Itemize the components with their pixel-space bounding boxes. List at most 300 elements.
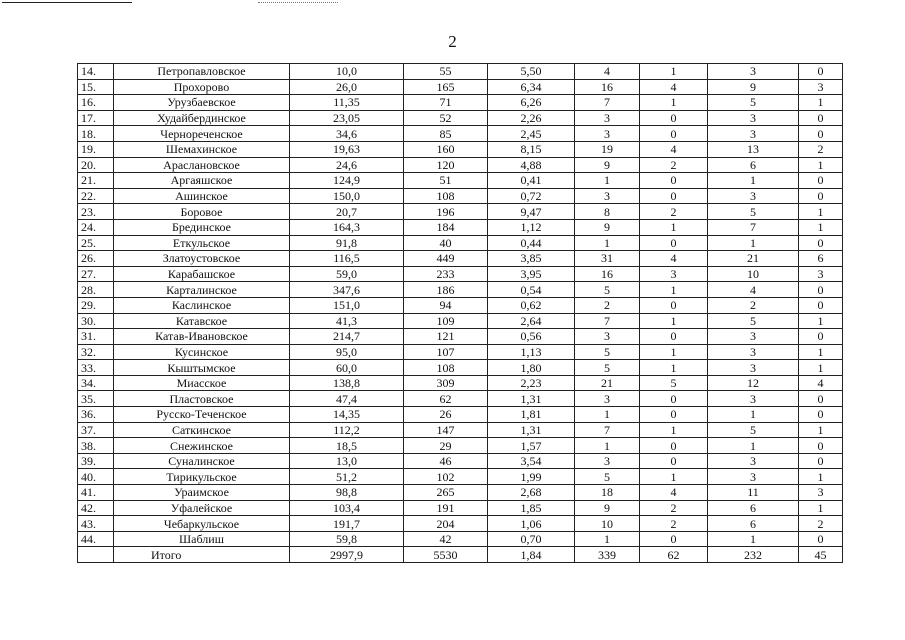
table-row	[78, 531, 843, 547]
value-col-3: 0,44	[488, 235, 575, 251]
settlement-name: Кусинское	[114, 344, 290, 360]
value-col-2: 71	[404, 95, 488, 111]
value-col-3: 0,72	[488, 188, 575, 204]
settlement-name: Боровое	[114, 204, 290, 220]
value-col-4: 18	[575, 485, 640, 501]
value-col-5: 1	[640, 422, 708, 438]
value-col-4: 9	[575, 500, 640, 516]
row-number: 44.	[78, 531, 114, 547]
row-number: 22.	[78, 188, 114, 204]
table-row	[78, 235, 843, 251]
table-row	[78, 64, 843, 80]
settlement-name: Еткульское	[114, 235, 290, 251]
row-number: 41.	[78, 485, 114, 501]
value-col-1: 60,0	[290, 360, 404, 376]
value-col-3: 0,54	[488, 282, 575, 298]
value-col-2: 109	[404, 313, 488, 329]
value-col-6: 1	[708, 407, 799, 423]
value-col-3: 1,31	[488, 391, 575, 407]
value-col-5: 1	[640, 282, 708, 298]
value-col-2: 55	[404, 64, 488, 80]
value-col-1: 112,2	[290, 422, 404, 438]
value-col-4: 31	[575, 251, 640, 267]
value-col-5: 4	[640, 141, 708, 157]
value-col-5: 4	[640, 251, 708, 267]
value-col-4: 339	[575, 547, 640, 563]
value-col-5: 1	[640, 95, 708, 111]
value-col-2: 233	[404, 266, 488, 282]
value-col-4: 3	[575, 453, 640, 469]
value-col-6: 3	[708, 64, 799, 80]
settlement-name: Катавское	[114, 313, 290, 329]
value-col-2: 165	[404, 79, 488, 95]
table-row	[78, 173, 843, 189]
value-col-5: 1	[640, 64, 708, 80]
value-col-6: 3	[708, 188, 799, 204]
settlement-name: Аргаяшское	[114, 173, 290, 189]
settlement-name: Катав-Ивановское	[114, 329, 290, 345]
value-col-1: 26,0	[290, 79, 404, 95]
value-col-6: 6	[708, 516, 799, 532]
value-col-3: 1,06	[488, 516, 575, 532]
settlement-name: Брединское	[114, 219, 290, 235]
value-col-6: 6	[708, 157, 799, 173]
row-number: 32.	[78, 344, 114, 360]
value-col-3: 4,88	[488, 157, 575, 173]
value-col-4: 1	[575, 531, 640, 547]
value-col-7: 0	[799, 407, 843, 423]
table-row	[78, 95, 843, 111]
settlement-name: Карабашское	[114, 266, 290, 282]
value-col-3: 1,85	[488, 500, 575, 516]
value-col-2: 102	[404, 469, 488, 485]
table-row	[78, 438, 843, 454]
value-col-1: 124,9	[290, 173, 404, 189]
value-col-2: 120	[404, 157, 488, 173]
value-col-4: 7	[575, 95, 640, 111]
row-number: 29.	[78, 297, 114, 313]
value-col-1: 138,8	[290, 375, 404, 391]
value-col-4: 1	[575, 235, 640, 251]
value-col-1: 151,0	[290, 297, 404, 313]
table-row	[78, 313, 843, 329]
value-col-7: 0	[799, 282, 843, 298]
value-col-7: 0	[799, 188, 843, 204]
value-col-1: 51,2	[290, 469, 404, 485]
value-col-6: 1	[708, 438, 799, 454]
value-col-2: 51	[404, 173, 488, 189]
value-col-7: 0	[799, 329, 843, 345]
value-col-7: 1	[799, 500, 843, 516]
value-col-4: 16	[575, 266, 640, 282]
settlement-name: Уфалейское	[114, 500, 290, 516]
value-col-3: 9,47	[488, 204, 575, 220]
value-col-6: 3	[708, 126, 799, 142]
value-col-6: 5	[708, 313, 799, 329]
value-col-2: 186	[404, 282, 488, 298]
value-col-5: 0	[640, 110, 708, 126]
value-col-3: 0,56	[488, 329, 575, 345]
settlement-name: Миасское	[114, 375, 290, 391]
row-number: 16.	[78, 95, 114, 111]
value-col-6: 3	[708, 344, 799, 360]
value-col-2: 62	[404, 391, 488, 407]
value-col-3: 1,80	[488, 360, 575, 376]
table-row	[78, 375, 843, 391]
row-number	[78, 547, 114, 563]
table-row	[78, 188, 843, 204]
value-col-6: 232	[708, 547, 799, 563]
value-col-7: 1	[799, 344, 843, 360]
value-col-6: 3	[708, 469, 799, 485]
settlement-name: Кыштымское	[114, 360, 290, 376]
settlement-name: Чебаркульское	[114, 516, 290, 532]
settlement-name: Саткинское	[114, 422, 290, 438]
value-col-3: 1,31	[488, 422, 575, 438]
value-col-5: 1	[640, 313, 708, 329]
row-number: 38.	[78, 438, 114, 454]
row-number: 14.	[78, 64, 114, 80]
value-col-2: 42	[404, 531, 488, 547]
value-col-5: 0	[640, 297, 708, 313]
value-col-2: 5530	[404, 547, 488, 563]
value-col-2: 108	[404, 360, 488, 376]
value-col-6: 13	[708, 141, 799, 157]
value-col-4: 8	[575, 204, 640, 220]
value-col-3: 6,26	[488, 95, 575, 111]
value-col-3: 2,26	[488, 110, 575, 126]
scan-top-rule-dotted	[258, 2, 338, 3]
value-col-7: 1	[799, 422, 843, 438]
table-row	[78, 266, 843, 282]
value-col-3: 2,68	[488, 485, 575, 501]
value-col-2: 121	[404, 329, 488, 345]
value-col-1: 59,0	[290, 266, 404, 282]
value-col-6: 3	[708, 360, 799, 376]
value-col-1: 116,5	[290, 251, 404, 267]
scan-top-rule	[2, 2, 132, 3]
value-col-4: 3	[575, 188, 640, 204]
value-col-4: 7	[575, 313, 640, 329]
settlement-name: Русско-Теченское	[114, 407, 290, 423]
value-col-2: 85	[404, 126, 488, 142]
value-col-3: 0,70	[488, 531, 575, 547]
settlement-name: Шемахинское	[114, 141, 290, 157]
value-col-5: 0	[640, 329, 708, 345]
value-col-5: 5	[640, 375, 708, 391]
value-col-7: 6	[799, 251, 843, 267]
settlement-name: Урузбаевское	[114, 95, 290, 111]
value-col-2: 265	[404, 485, 488, 501]
value-col-3: 3,54	[488, 453, 575, 469]
value-col-3: 1,84	[488, 547, 575, 563]
settlement-name: Петропавловское	[114, 64, 290, 80]
value-col-2: 107	[404, 344, 488, 360]
row-number: 35.	[78, 391, 114, 407]
row-number: 25.	[78, 235, 114, 251]
value-col-4: 1	[575, 438, 640, 454]
value-col-4: 3	[575, 126, 640, 142]
value-col-7: 1	[799, 360, 843, 376]
row-number: 20.	[78, 157, 114, 173]
value-col-6: 1	[708, 235, 799, 251]
table-row	[78, 500, 843, 516]
table-row	[78, 110, 843, 126]
value-col-1: 103,4	[290, 500, 404, 516]
value-col-4: 3	[575, 391, 640, 407]
table-row	[78, 141, 843, 157]
value-col-1: 47,4	[290, 391, 404, 407]
value-col-1: 11,35	[290, 95, 404, 111]
value-col-2: 46	[404, 453, 488, 469]
value-col-7: 0	[799, 531, 843, 547]
row-number: 42.	[78, 500, 114, 516]
settlement-name: Чернореченское	[114, 126, 290, 142]
value-col-7: 3	[799, 266, 843, 282]
value-col-2: 29	[404, 438, 488, 454]
table-row	[78, 407, 843, 423]
value-col-3: 1,81	[488, 407, 575, 423]
value-col-6: 21	[708, 251, 799, 267]
value-col-5: 0	[640, 126, 708, 142]
value-col-6: 10	[708, 266, 799, 282]
value-col-2: 108	[404, 188, 488, 204]
value-col-4: 5	[575, 360, 640, 376]
value-col-6: 5	[708, 422, 799, 438]
value-col-2: 196	[404, 204, 488, 220]
value-col-2: 184	[404, 219, 488, 235]
value-col-1: 24,6	[290, 157, 404, 173]
value-col-7: 1	[799, 157, 843, 173]
value-col-5: 3	[640, 266, 708, 282]
value-col-5: 62	[640, 547, 708, 563]
table-row	[78, 469, 843, 485]
row-number: 26.	[78, 251, 114, 267]
table-row	[78, 422, 843, 438]
value-col-5: 0	[640, 235, 708, 251]
value-col-7: 1	[799, 95, 843, 111]
value-col-3: 2,45	[488, 126, 575, 142]
page-number: 2	[448, 32, 457, 51]
table-row	[78, 391, 843, 407]
value-col-5: 0	[640, 438, 708, 454]
value-col-2: 191	[404, 500, 488, 516]
value-col-4: 5	[575, 344, 640, 360]
value-col-4: 1	[575, 407, 640, 423]
value-col-5: 0	[640, 391, 708, 407]
settlement-name: Шаблиш	[114, 531, 290, 547]
settlement-name: Тирикульское	[114, 469, 290, 485]
value-col-3: 3,85	[488, 251, 575, 267]
value-col-3: 6,34	[488, 79, 575, 95]
value-col-5: 0	[640, 407, 708, 423]
value-col-1: 91,8	[290, 235, 404, 251]
value-col-7: 1	[799, 469, 843, 485]
value-col-7: 0	[799, 64, 843, 80]
value-col-6: 1	[708, 173, 799, 189]
value-col-2: 449	[404, 251, 488, 267]
settlement-name: Ашинское	[114, 188, 290, 204]
table-row	[78, 329, 843, 345]
total-row	[78, 547, 843, 563]
value-col-2: 26	[404, 407, 488, 423]
table-row	[78, 485, 843, 501]
value-col-7: 0	[799, 438, 843, 454]
value-col-1: 19,63	[290, 141, 404, 157]
table-row	[78, 204, 843, 220]
settlement-name: Худайбердинское	[114, 110, 290, 126]
settlement-name: Суналинское	[114, 453, 290, 469]
value-col-6: 1	[708, 531, 799, 547]
value-col-7: 0	[799, 173, 843, 189]
value-col-5: 2	[640, 204, 708, 220]
row-number: 31.	[78, 329, 114, 345]
value-col-7: 2	[799, 141, 843, 157]
row-number: 39.	[78, 453, 114, 469]
value-col-1: 14,35	[290, 407, 404, 423]
value-col-2: 160	[404, 141, 488, 157]
table-body	[78, 64, 843, 563]
row-number: 40.	[78, 469, 114, 485]
value-col-4: 1	[575, 173, 640, 189]
settlement-name: Каслинское	[114, 297, 290, 313]
row-number: 43.	[78, 516, 114, 532]
value-col-1: 41,3	[290, 313, 404, 329]
value-col-1: 13,0	[290, 453, 404, 469]
value-col-6: 5	[708, 204, 799, 220]
settlement-name: Прохорово	[114, 79, 290, 95]
value-col-3: 5,50	[488, 64, 575, 80]
settlement-name: Карталинское	[114, 282, 290, 298]
value-col-5: 2	[640, 500, 708, 516]
value-col-2: 147	[404, 422, 488, 438]
value-col-6: 11	[708, 485, 799, 501]
value-col-7: 0	[799, 235, 843, 251]
value-col-1: 20,7	[290, 204, 404, 220]
value-col-6: 6	[708, 500, 799, 516]
row-number: 30.	[78, 313, 114, 329]
value-col-7: 2	[799, 516, 843, 532]
value-col-2: 94	[404, 297, 488, 313]
value-col-1: 150,0	[290, 188, 404, 204]
value-col-4: 3	[575, 329, 640, 345]
value-col-5: 2	[640, 157, 708, 173]
value-col-2: 204	[404, 516, 488, 532]
row-number: 28.	[78, 282, 114, 298]
value-col-3: 0,62	[488, 297, 575, 313]
value-col-7: 0	[799, 453, 843, 469]
value-col-3: 2,64	[488, 313, 575, 329]
value-col-7: 0	[799, 110, 843, 126]
row-number: 27.	[78, 266, 114, 282]
value-col-4: 7	[575, 422, 640, 438]
value-col-6: 4	[708, 282, 799, 298]
value-col-4: 2	[575, 297, 640, 313]
value-col-1: 23,05	[290, 110, 404, 126]
value-col-6: 9	[708, 79, 799, 95]
value-col-1: 18,5	[290, 438, 404, 454]
value-col-6: 3	[708, 391, 799, 407]
table-row	[78, 219, 843, 235]
value-col-6: 5	[708, 95, 799, 111]
value-col-4: 4	[575, 64, 640, 80]
row-number: 18.	[78, 126, 114, 142]
row-number: 17.	[78, 110, 114, 126]
row-number: 19.	[78, 141, 114, 157]
value-col-4: 16	[575, 79, 640, 95]
settlement-name: Ураимское	[114, 485, 290, 501]
table-row	[78, 79, 843, 95]
table-row	[78, 157, 843, 173]
value-col-4: 19	[575, 141, 640, 157]
value-col-7: 3	[799, 485, 843, 501]
value-col-5: 1	[640, 360, 708, 376]
value-col-6: 3	[708, 453, 799, 469]
value-col-4: 5	[575, 282, 640, 298]
row-number: 34.	[78, 375, 114, 391]
value-col-7: 0	[799, 391, 843, 407]
value-col-7: 45	[799, 547, 843, 563]
value-col-3: 1,99	[488, 469, 575, 485]
value-col-5: 4	[640, 485, 708, 501]
value-col-6: 3	[708, 329, 799, 345]
value-col-6: 3	[708, 110, 799, 126]
value-col-7: 1	[799, 313, 843, 329]
value-col-7: 0	[799, 297, 843, 313]
value-col-6: 7	[708, 219, 799, 235]
value-col-1: 191,7	[290, 516, 404, 532]
value-col-1: 164,3	[290, 219, 404, 235]
value-col-3: 1,12	[488, 219, 575, 235]
value-col-7: 4	[799, 375, 843, 391]
value-col-7: 1	[799, 204, 843, 220]
value-col-7: 3	[799, 79, 843, 95]
value-col-3: 8,15	[488, 141, 575, 157]
value-col-7: 0	[799, 126, 843, 142]
value-col-4: 21	[575, 375, 640, 391]
value-col-3: 3,95	[488, 266, 575, 282]
value-col-5: 4	[640, 79, 708, 95]
value-col-1: 34,6	[290, 126, 404, 142]
value-col-4: 3	[575, 110, 640, 126]
value-col-1: 10,0	[290, 64, 404, 80]
value-col-5: 0	[640, 453, 708, 469]
value-col-5: 2	[640, 516, 708, 532]
table-row	[78, 126, 843, 142]
value-col-1: 2997,9	[290, 547, 404, 563]
value-col-3: 2,23	[488, 375, 575, 391]
settlement-name: Пластовское	[114, 391, 290, 407]
row-number: 33.	[78, 360, 114, 376]
value-col-3: 1,13	[488, 344, 575, 360]
row-number: 36.	[78, 407, 114, 423]
value-col-1: 95,0	[290, 344, 404, 360]
table-row	[78, 251, 843, 267]
table-row	[78, 282, 843, 298]
table-row	[78, 344, 843, 360]
value-col-5: 0	[640, 531, 708, 547]
value-col-2: 40	[404, 235, 488, 251]
statistics-table	[77, 63, 843, 563]
row-number: 15.	[78, 79, 114, 95]
settlement-name: Златоустовское	[114, 251, 290, 267]
settlement-name: Снежинское	[114, 438, 290, 454]
value-col-1: 98,8	[290, 485, 404, 501]
table-row	[78, 297, 843, 313]
table-row	[78, 453, 843, 469]
value-col-3: 1,57	[488, 438, 575, 454]
value-col-1: 347,6	[290, 282, 404, 298]
